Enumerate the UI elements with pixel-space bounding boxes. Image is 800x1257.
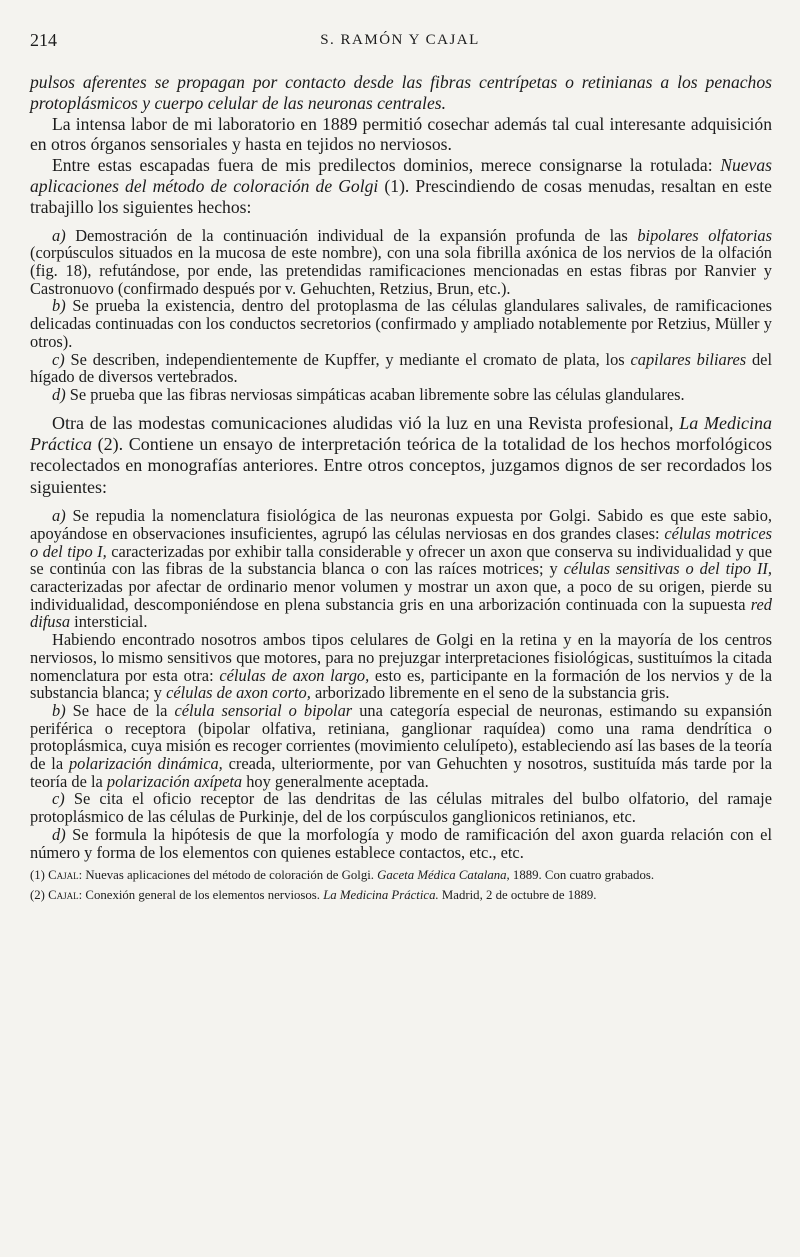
text-run: La intensa labor de mi laboratorio en 1889 permitió cosechar además tal cual interesante adquisición en otros órganos sensoriales y hasta en tejidos no nerviosos.: [30, 113, 772, 155]
page-number: 214: [30, 30, 57, 50]
text-run: Otra de las modestas comunicaciones aludidas vió la luz en una Revista profesional,: [52, 412, 680, 433]
italic-text: polarización axípeta: [106, 771, 243, 791]
italic-text: a): [52, 506, 66, 526]
small-caps-text: Cajal: [48, 887, 79, 902]
text-run: arborizado libremente en el seno de la substancia gris.: [310, 683, 670, 703]
italic-text: células de axon corto,: [166, 683, 311, 703]
text-run: (1): [30, 868, 49, 883]
paragraph: [30, 826, 772, 861]
text-run: hoy generalmente aceptada.: [242, 771, 429, 791]
text-run: creada, ulteriormente, por van Gehuchten y nosotros, sustituída más tarde por la teoría de la: [30, 754, 772, 791]
italic-text: bipolares olfatorias: [637, 225, 772, 245]
text-run: (2). Contiene un ensayo de interpretación teórica de la totalidad de los hechos morfológicos recolectados en monografías anteriores. Entre otros conceptos, juzgamos dignos de ser recordados los siguientes:: [30, 434, 772, 497]
paragraph: [30, 413, 772, 499]
text-run: Se prueba que las fibras nerviosas simpáticas acaban libremente sobre las células glandulares.: [65, 384, 685, 404]
italic-text: d): [52, 384, 66, 404]
paragraph: [30, 155, 772, 217]
italic-text: La Medicina Práctica.: [323, 887, 439, 902]
paragraph: [30, 702, 772, 791]
text-run: Demostración de la continuación individual de la expansión profunda de las: [65, 225, 638, 245]
italic-text: c): [52, 789, 65, 809]
text-run: Se prueba la existencia, dentro del protoplasma de las células glandulares salivales, de ramificaciones delicadas continuadas con los conductos secretorios (confirmado y ampliado notablemente por Retzius, Müller y otros).: [30, 296, 772, 351]
italic-text: c): [52, 349, 65, 369]
italic-text: red difusa: [30, 594, 772, 632]
text-run: Se hace de la: [65, 700, 175, 720]
text-run: Se formula la hipótesis de que la morfología y modo de ramificación del axon guarda relación con el número y forma de los elementos con quienes establece contactos, etc., etc.: [30, 824, 772, 862]
italic-text: a): [52, 225, 66, 245]
italic-text: b): [52, 296, 66, 316]
text-run: (1). Prescindiendo de cosas menudas, resaltan en este trabajillo los siguientes hechos:: [30, 175, 772, 217]
text-run: del hígado de diversos vertebrados.: [30, 349, 772, 387]
paragraph: [30, 72, 772, 114]
text-run: 1889. Con cuatro grabados.: [509, 868, 655, 883]
text-run: Se cita el oficio receptor de las dendritas de las células mitrales del bulbo olfatorio, del ramaje protoplásmico de las células de Purkinje, del de los corpúsculos ganglionicos retinianos, etc.: [30, 789, 772, 827]
footnote: [30, 868, 772, 884]
paragraph: [30, 790, 772, 825]
text-run: caracterizadas por afectar de ordinario menor volumen y mostrar un axon que, a poco de su origen, pierde su individualidad, descomponiéndose en plena substancia gris en una arborización continuada con la supuesta: [30, 577, 772, 614]
italic-text: células motrices o del tipo I,: [30, 523, 772, 561]
italic-text: Gaceta Médica Catalana,: [377, 868, 510, 883]
paragraph: [30, 227, 772, 298]
paragraph: [30, 297, 772, 350]
text-run: Madrid, 2 de octubre de 1889.: [438, 887, 597, 902]
text-run: Se describen, independientemente de Kupffer, y mediante el cromato de plata, los: [64, 349, 631, 369]
italic-text: polarización dinámica,: [68, 754, 223, 774]
running-head: S. RAMÓN Y CAJAL: [320, 32, 480, 48]
italic-text: célula sensorial o bipolar: [174, 700, 353, 720]
italic-text: d): [52, 824, 66, 844]
italic-text: pulsos aferentes se propagan por contacto desde las fibras centrípetas o retinianas a los penachos protoplásmicos y cuerpo celular de las neuronas centrales.: [30, 72, 772, 113]
text-run: Entre estas escapadas fuera de mis predilectos dominios, merece consignarse la rotulada:: [52, 155, 721, 176]
paragraph: [30, 631, 772, 702]
text-run: : Nuevas aplicaciones del método de coloración de Golgi.: [78, 868, 378, 883]
paragraph: [30, 507, 772, 631]
body-text: [30, 72, 772, 903]
text-run: (2): [30, 887, 49, 902]
italic-text: b): [52, 700, 66, 720]
text-run: esto es, participante en la formación de los nervios y de la substancia blanca; y: [30, 665, 772, 703]
text-run: Habiendo encontrado nosotros ambos tipos celulares de Golgi en la retina y en la mayoría de los centros nerviosos, lo mismo sensitivos que motores, para no prejuzgar interpretaciones fisiológicas, sustituímos la citada nomenclatura por esta otra:: [30, 630, 772, 685]
text-run: intersticial.: [70, 612, 148, 632]
text-run: Se repudia la nomenclatura fisiológica de las neuronas expuesta por Golgi. Sabido es que este sabio, apoyándose en observaciones insuficientes, agrupó las células nerviosas en dos grandes clases:: [30, 506, 772, 543]
text-run: : Conexión general de los elementos nerviosos.: [78, 887, 324, 902]
text-run: (corpúsculos situados en la mucosa de este nombre), con una sola fibrilla axónica de los nervios de la olfación (fig. 18), refutándose, por ende, las pretendidas ramificaciones mencionadas en estas fibras por Ranvier y Castronuovo (confirmado después por v. Gehuchten, Retzius, Brun, etc.).: [30, 243, 772, 298]
italic-text: La Medicina Práctica: [30, 412, 772, 455]
footnote: [30, 888, 772, 904]
text-run: una categoría especial de neuronas, estimando su expansión periférica o receptora (bipolar olfativa, retiniana, ganglionar raquídea) como una rama dendrítica o protoplásmica, cuya misión es recoger corrientes (movimiento celulípeto), estableciendo así las bases de la teoría de la: [30, 700, 772, 774]
small-caps-text: Cajal: [48, 868, 79, 883]
italic-text: Nuevas aplicaciones del método de coloración de Golgi: [30, 155, 772, 196]
paragraph: [30, 351, 772, 386]
page-header: [30, 30, 770, 54]
italic-text: capilares biliares: [630, 349, 747, 369]
italic-text: células sensitivas o del tipo II,: [563, 559, 772, 579]
paragraph: [30, 386, 772, 404]
text-run: caracterizadas por exhibir talla considerable y ofrecer un axon que conserva su individualidad y que se continúa con las fibras de la substancia blanca o con las raíces motrices; y: [30, 541, 772, 579]
italic-text: células de axon largo,: [219, 665, 370, 685]
paragraph: [30, 114, 772, 156]
